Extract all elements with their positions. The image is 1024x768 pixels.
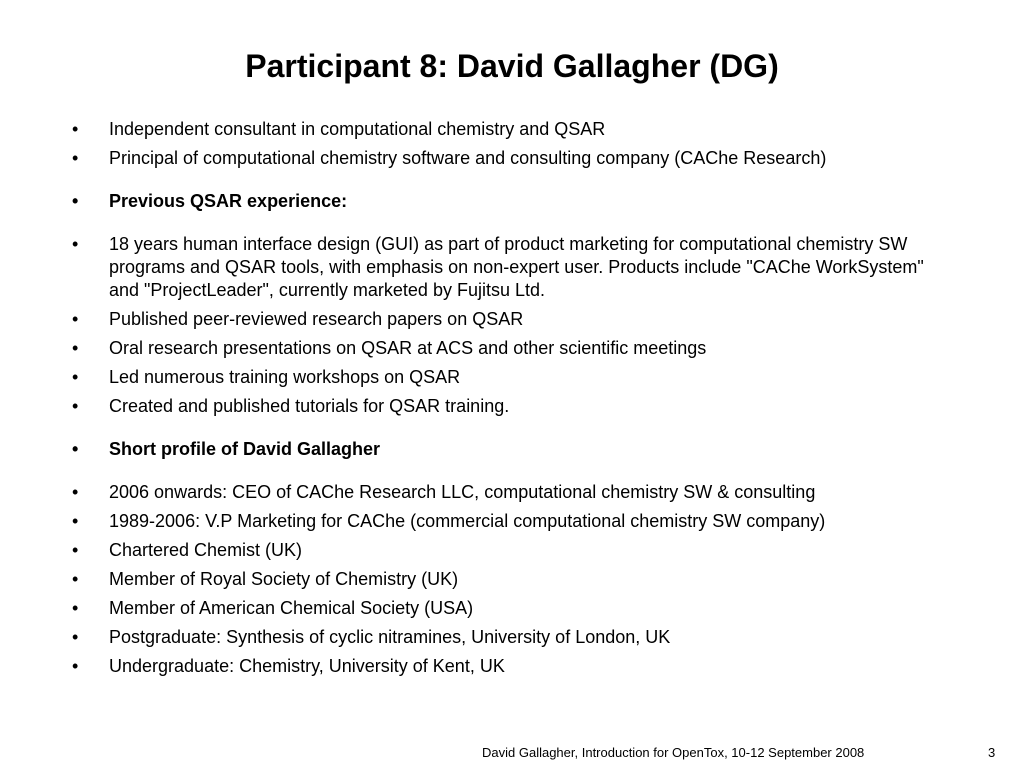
bullet-icon: • [72, 511, 79, 531]
bullet-icon: • [72, 396, 79, 416]
bullet-icon: • [72, 569, 79, 589]
section-heading-short-profile [72, 438, 932, 461]
bullet-item-postgraduate [72, 626, 932, 649]
bullet-text: Postgraduate: Synthesis of cyclic nitramines, University of London, UK [109, 627, 671, 647]
bullet-item-principal [72, 147, 932, 170]
bullet-text: Led numerous training workshops on QSAR [109, 367, 461, 387]
slide-title: Participant 8: David Gallagher (DG) [245, 48, 779, 84]
bullet-icon: • [72, 309, 79, 329]
bullet-text: Independent consultant in computational chemistry and QSAR [109, 119, 606, 139]
bullet-icon: • [72, 234, 79, 254]
bullet-text: 2006 onwards: CEO of CAChe Research LLC, computational chemistry SW & consulting [109, 482, 816, 502]
bullet-icon: • [72, 482, 79, 502]
bullet-item-acs-member [72, 597, 932, 620]
bullet-text: Undergraduate: Chemistry, University of Kent, UK [109, 656, 505, 676]
section-heading-qsar-experience [72, 190, 932, 213]
bullet-list [72, 118, 932, 678]
bullet-item-vp-marketing [72, 510, 932, 533]
bullet-text: Oral research presentations on QSAR at ACS and other scientific meetings [109, 338, 707, 358]
bullet-text: Created and published tutorials for QSAR training. [109, 396, 510, 416]
bullet-icon: • [72, 656, 79, 676]
bullet-icon: • [72, 367, 79, 387]
bullet-item-papers [72, 308, 932, 331]
bullet-text: Member of Royal Society of Chemistry (UK) [109, 569, 459, 589]
bullet-text: 1989-2006: V.P Marketing for CAChe (commercial computational chemistry SW company) [109, 511, 826, 531]
bullet-icon: • [72, 148, 79, 168]
bullet-text: Chartered Chemist (UK) [109, 540, 303, 560]
bullet-item-tutorials [72, 395, 932, 418]
bullet-item-chartered-chemist [72, 539, 932, 562]
page-number: 3 [988, 745, 996, 760]
bullet-item-presentations [72, 337, 932, 360]
bullet-text: Published peer-reviewed research papers on QSAR [109, 309, 524, 329]
bullet-text: Member of American Chemical Society (USA) [109, 598, 474, 618]
bullet-icon: • [72, 338, 79, 358]
bullet-item-rsc-member [72, 568, 932, 591]
bullet-item-gui-design [72, 233, 932, 302]
bullet-icon: • [72, 439, 79, 459]
bullet-item-consultant [72, 118, 932, 141]
bullet-icon: • [72, 598, 79, 618]
slide-content [72, 118, 932, 684]
bullet-text: 18 years human interface design (GUI) as part of product marketing for computational chemistry SW programs and QSAR tools, with emphasis on non-expert user. Products include "CAChe WorkSystem" and "ProjectLeader", currently marketed by Fujitsu Ltd. [109, 234, 924, 300]
bullet-item-ceo [72, 481, 932, 504]
bullet-text: Principal of computational chemistry software and consulting company (CAChe Research) [109, 148, 827, 168]
bullet-icon: • [72, 191, 79, 211]
bullet-icon: • [72, 627, 79, 647]
section-heading-text: Short profile of David Gallagher [109, 439, 381, 459]
bullet-item-undergraduate [72, 655, 932, 678]
bullet-icon: • [72, 119, 79, 139]
bullet-icon: • [72, 540, 79, 560]
section-heading-text: Previous QSAR experience: [109, 191, 348, 211]
bullet-item-workshops [72, 366, 932, 389]
footer-text: David Gallagher, Introduction for OpenTox, 10-12 September 2008 [482, 745, 865, 760]
